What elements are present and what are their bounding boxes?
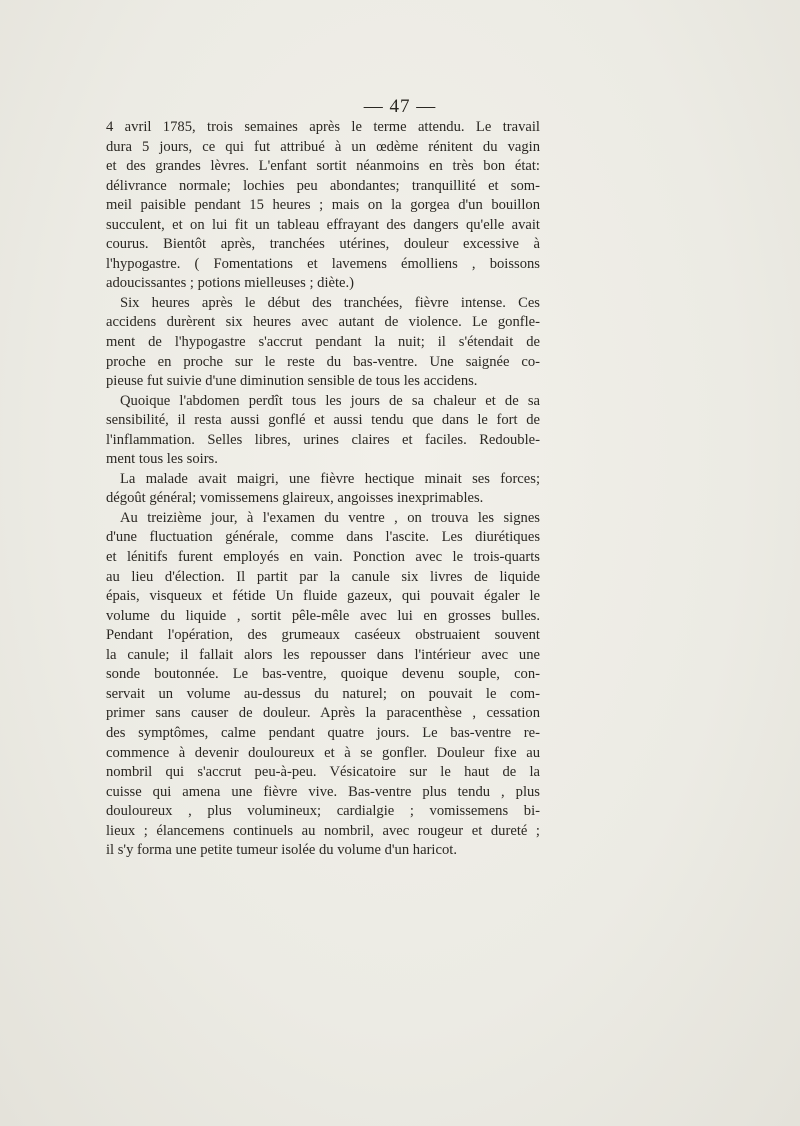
paragraph — [106, 470, 540, 509]
text-line: servait un volume au-dessus du naturel; on pouvait le com- — [106, 685, 540, 702]
text-line: commence à devenir douloureux et à se gonfler. Douleur fixe au — [106, 744, 540, 761]
text-line: accidens durèrent six heures avec autant de violence. Le gonfle- — [106, 314, 540, 331]
text-line: succulent, et on lui fit un tableau effrayant des dangers qu'elle avait — [106, 216, 540, 233]
text-line: sensibilité, il resta aussi gonflé et aussi tendu que dans le fort de — [106, 412, 540, 429]
text-line: proche en proche sur le reste du bas-ventre. Une saignée co- — [106, 353, 540, 370]
text-line: au lieu d'élection. Il partit par la canule six livres de liquide — [106, 568, 540, 585]
text-line: Quoique l'abdomen perdît tous les jours de sa chaleur et de sa — [120, 392, 540, 409]
text-line: sonde boutonnée. Le bas-ventre, quoique devenu souple, con- — [106, 666, 540, 683]
text-line: volume du liquide , sortit pêle-mêle avec lui en grosses bulles. — [106, 607, 540, 624]
text-line: pieuse fut suivie d'une diminution sensible de tous les accidens. — [106, 373, 478, 390]
text-line: La malade avait maigri, une fièvre hectique minait ses forces; — [120, 470, 540, 487]
text-line: et des grandes lèvres. L'enfant sortit néanmoins en très bon état: — [106, 158, 540, 175]
text-line: ment tous les soirs. — [106, 451, 218, 468]
text-line: courus. Bientôt après, tranchées utérines, douleur excessive à — [106, 236, 540, 253]
paragraph — [106, 294, 540, 392]
paragraph — [106, 392, 540, 470]
text-line: primer sans causer de douleur. Après la paracenthèse , cessation — [106, 705, 540, 722]
text-line: meil paisible pendant 15 heures ; mais on la gorgea d'un bouillon — [106, 197, 540, 214]
text-line: 4 avril 1785, trois semaines après le terme attendu. Le travail — [106, 119, 540, 135]
text-line: nombril qui s'accrut peu-à-peu. Vésicatoire sur le haut de la — [106, 764, 540, 781]
text-line: dura 5 jours, ce qui fut attribué à un œdème rénitent du vagin — [106, 138, 540, 155]
text-line: cuisse qui amena une fièvre vive. Bas-ventre plus tendu , plus — [106, 783, 540, 800]
text-line: délivrance normale; lochies peu abondantes; tranquillité et som- — [106, 177, 540, 194]
text-line: adoucissantes ; potions mielleuses ; diète.) — [106, 275, 355, 292]
text-line: épais, visqueux et fétide Un fluide gazeux, qui pouvait égaler le — [106, 588, 540, 605]
text-line: Pendant l'opération, des grumeaux caséeux obstruaient souvent — [106, 627, 540, 644]
text-line: lieux ; élancemens continuels au nombril, avec rougeur et dureté ; — [106, 822, 540, 839]
text-line: ment de l'hypogastre s'accrut pendant la nuit; il s'étendait de — [106, 334, 540, 351]
text-line: la canule; il fallait alors les repousser dans l'intérieur avec une — [106, 646, 540, 663]
page-number: — 47 — — [363, 96, 437, 117]
text-line: l'hypogastre. ( Fomentations et lavemens émolliens , boissons — [106, 255, 540, 272]
text-line: Six heures après le début des tranchées, fièvre intense. Ces — [120, 294, 540, 311]
text-line: l'inflammation. Selles libres, urines claires et faciles. Redouble- — [106, 431, 540, 448]
paragraph — [106, 118, 540, 294]
text-line: Au treizième jour, à l'examen du ventre , on trouva les signes — [120, 509, 540, 526]
text-line: d'une fluctuation générale, comme dans l'ascite. Les diurétiques — [106, 529, 540, 546]
body-text — [106, 118, 540, 861]
paragraph — [106, 509, 540, 861]
text-line: dégoût général; vomissemens glaireux, angoisses inexprimables. — [106, 490, 484, 507]
text-line: il s'y forma une petite tumeur isolée du volume d'un haricot. — [106, 842, 457, 859]
text-line: et lénitifs furent employés en vain. Ponction avec le trois-quarts — [106, 549, 540, 566]
text-line: des symptômes, calme pendant quatre jours. Le bas-ventre re- — [106, 724, 540, 741]
text-line: douloureux , plus volumineux; cardialgie ; vomissemens bi- — [106, 803, 540, 820]
